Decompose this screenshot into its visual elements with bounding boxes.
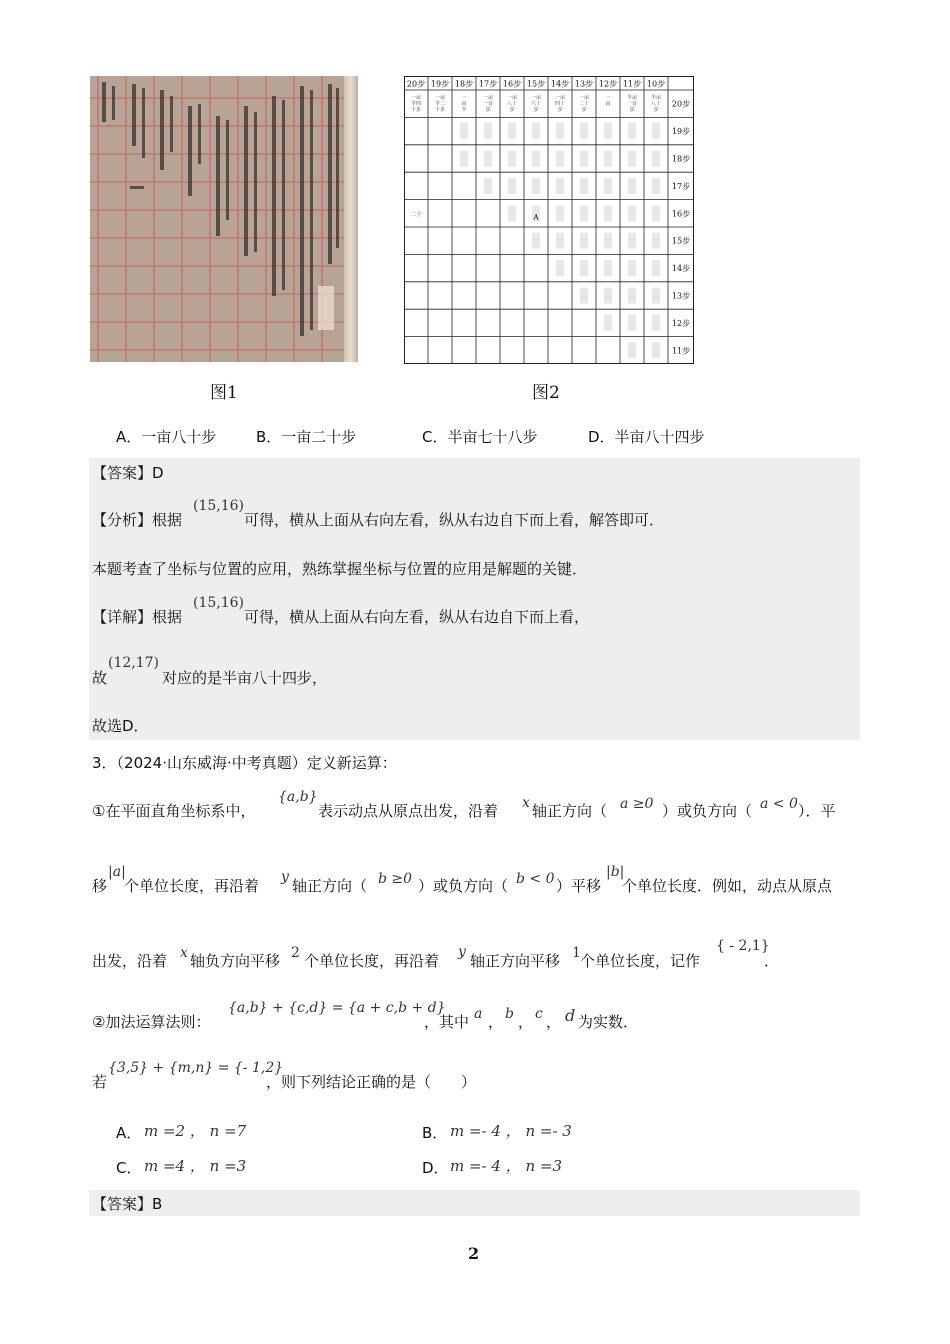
grid-col-header: 20步 xyxy=(406,79,426,89)
grid-cell-text xyxy=(628,260,636,276)
coord-15-16-detail: (15,16) xyxy=(193,595,245,611)
q3-l2-c: 轴正方向（ xyxy=(292,877,368,895)
q3-l3-f: ． xyxy=(764,952,780,970)
q3-l2-a: 移 xyxy=(92,877,108,895)
grid-row-header: 11步 xyxy=(671,346,691,356)
coord-15-16: (15,16) xyxy=(193,498,245,514)
grid-cell-text xyxy=(604,260,612,276)
q3-l3-c: 个单位长度，再沿着 xyxy=(304,952,440,970)
q3-a-lt: a < 0 xyxy=(760,796,798,812)
grid-cell-text xyxy=(508,178,516,194)
answer-block-q3 xyxy=(89,1190,860,1216)
grid-cell-text xyxy=(556,205,564,221)
q3-l3-a: 出发，沿着 xyxy=(92,952,168,970)
grid-cell-text xyxy=(604,151,612,167)
grid-cell-text xyxy=(484,151,492,167)
grid-cell-text xyxy=(628,233,636,249)
grid-cell-text xyxy=(556,151,564,167)
q3-option-a: m =2 ， n =7 xyxy=(144,1122,247,1140)
q3-l1-b: 表示动点从原点出发，沿着 xyxy=(318,802,499,820)
q3-rule-a: ②加法运算法则： xyxy=(92,1013,211,1031)
q3-b-lt: b < 0 xyxy=(516,871,555,887)
grid-cell-text xyxy=(532,151,540,167)
figure-2-grid xyxy=(404,76,694,364)
q3-var-c: c xyxy=(535,1006,543,1022)
grid-row-header: 16步 xyxy=(671,209,691,219)
grid-cell-text xyxy=(580,288,588,304)
grid-cell-text xyxy=(484,178,492,194)
q3-l1-e: ）．平 xyxy=(798,802,836,820)
grid-row-header: 17步 xyxy=(671,181,691,191)
q3-comma-3: ， xyxy=(546,1013,562,1031)
gu-suffix: 对应的是半亩八十四步， xyxy=(162,669,328,687)
grid-cell-text xyxy=(580,205,588,221)
grid-row-header: 13步 xyxy=(671,291,691,301)
grid-row-header: 19步 xyxy=(671,127,691,137)
q3-x-2: x xyxy=(180,945,188,961)
grid-cell-text xyxy=(604,123,612,139)
grid-cell-label: 一亩二十步 xyxy=(578,95,590,113)
grid-cell-text xyxy=(628,151,636,167)
q3-one: 1 xyxy=(572,945,581,961)
q3-var-a: a xyxy=(474,1006,483,1022)
q3-l2-e: ）平移 xyxy=(556,877,602,895)
option-b: B．一亩二十步 xyxy=(256,428,357,446)
grid-marker-a: A xyxy=(533,213,539,222)
q3-l1-d: ）或负方向（ xyxy=(662,802,753,820)
grid-cell-text xyxy=(604,315,612,331)
summary-text: 本题考查了坐标与位置的应用，熟练掌握坐标与位置的应用是解题的关键． xyxy=(92,560,588,578)
option-c: C．半亩七十八步 xyxy=(422,428,538,446)
q3-comma-2: ， xyxy=(518,1013,534,1031)
grid-cell-text xyxy=(604,233,612,249)
q3-l1-c: 轴正方向（ xyxy=(532,802,608,820)
grid-row-header: 20步 xyxy=(671,99,691,109)
grid-col-header: 17步 xyxy=(478,79,498,89)
grid-cell-label: 一亩半 xyxy=(461,95,467,113)
grid-cell-text xyxy=(628,342,636,358)
grid-col-header: 13步 xyxy=(574,79,594,89)
q3-answer: 【答案】B xyxy=(92,1195,163,1213)
q3-l2-f: 个单位长度．例如，动点从原点 xyxy=(622,877,833,895)
q3-l1-a: ①在平面直角坐标系中， xyxy=(92,802,256,820)
grid-cell-label: 半亩一百步 xyxy=(626,95,638,113)
grid-cell-text xyxy=(508,205,516,221)
q3-var-d: d xyxy=(565,1006,576,1025)
answer-label: 【答案】D xyxy=(92,464,164,482)
grid-cell-label: 一亩 xyxy=(605,95,611,107)
q3-option-b: m =- 4 ， n =- 3 xyxy=(450,1122,572,1140)
grid-cell-text xyxy=(460,151,468,167)
grid-cell-text xyxy=(604,288,612,304)
figure-2-caption: 图2 xyxy=(532,383,560,403)
detail-suffix: 可得，横从上面从右向左看，纵从右边自下而上看， xyxy=(244,608,590,626)
detail-prefix: 【详解】根据 xyxy=(92,608,183,626)
grid-row-header: 14步 xyxy=(671,264,691,274)
grid-cell-label: 一亩一百步 xyxy=(482,95,494,113)
grid-cell-text xyxy=(556,178,564,194)
grid-cell-text xyxy=(652,151,660,167)
q3-b-ge: b ≥0 xyxy=(378,871,413,887)
grid-row-header: 18步 xyxy=(671,154,691,164)
q3-if-expr: {3,5} + {m,n} = {- 1,2} xyxy=(108,1060,284,1076)
q3-abs-a: |a| xyxy=(108,864,126,880)
q3-if-a: 若 xyxy=(92,1073,108,1091)
q3-x: x xyxy=(522,795,530,811)
grid-cell-text xyxy=(652,233,660,249)
choose-text: 故选D． xyxy=(92,717,149,735)
q3-abs-b: |b| xyxy=(606,864,625,880)
q3-y-2: y xyxy=(458,944,466,960)
option-a: A．一亩八十步 xyxy=(116,428,217,446)
scroll-edge xyxy=(344,76,358,362)
q3-option-d: m =- 4 ， n =3 xyxy=(450,1157,563,1175)
q3-rule-c: 为实数． xyxy=(578,1013,639,1031)
grid-cell-text xyxy=(628,205,636,221)
grid-col-header: 12步 xyxy=(598,79,618,89)
grid-table-svg xyxy=(404,76,694,364)
grid-cell-text xyxy=(556,233,564,249)
ancient-grid-photo xyxy=(90,76,358,362)
grid-cell-text xyxy=(508,123,516,139)
q3-var-b: b xyxy=(505,1006,514,1022)
q3-rule-expr: {a,b} + {c,d} = {a + c,b + d} xyxy=(228,1000,446,1016)
q3-rule-b: ，其中 xyxy=(424,1013,470,1031)
grid-cell-text xyxy=(652,288,660,304)
q3-l3-e: 个单位长度，记作 xyxy=(580,952,701,970)
grid-cell-label: 半亩八十步 xyxy=(650,95,662,113)
q3-option-d-label: D． xyxy=(422,1159,449,1177)
grid-cell-text xyxy=(580,260,588,276)
grid-cell-text xyxy=(580,151,588,167)
grid-cell-text xyxy=(652,123,660,139)
grid-col-header: 19步 xyxy=(430,79,450,89)
grid-cell-text xyxy=(580,178,588,194)
grid-col-header: 10步 xyxy=(646,79,666,89)
grid-note: 二十 xyxy=(409,211,423,219)
page-number: 2 xyxy=(468,1244,480,1263)
grid-cell-text xyxy=(604,205,612,221)
figure-1-photo xyxy=(90,76,358,362)
grid-cell-label: 一亩六十步 xyxy=(530,95,542,113)
grid-col-header: 15步 xyxy=(526,79,546,89)
grid-cell-text xyxy=(556,260,564,276)
q3-option-b-label: B． xyxy=(422,1124,448,1142)
grid-cell-text xyxy=(628,178,636,194)
grid-row-header: 15步 xyxy=(671,236,691,246)
option-d: D．半亩八十四步 xyxy=(588,428,705,446)
grid-col-header: 18步 xyxy=(454,79,474,89)
q3-y: y xyxy=(281,869,289,885)
q3-two: 2 xyxy=(291,945,300,961)
grid-cell-text xyxy=(604,178,612,194)
grid-cell-label: 一亩半二十步 xyxy=(434,95,446,113)
grid-cell-text xyxy=(580,123,588,139)
grid-cell-text xyxy=(460,123,468,139)
grid-cell-text xyxy=(580,233,588,249)
grid-row-header: 12步 xyxy=(671,318,691,328)
q3-example: { - 2,1} xyxy=(716,938,770,954)
q3-comma-1: ， xyxy=(488,1013,504,1031)
figure-1-caption: 图1 xyxy=(210,383,238,403)
grid-cell-text xyxy=(628,315,636,331)
grid-col-header: 14步 xyxy=(550,79,570,89)
q3-header: 3．（2024·山东威海·中考真题）定义新运算： xyxy=(92,754,397,772)
grid-cell-text xyxy=(652,260,660,276)
grid-cell-label: 一亩四十步 xyxy=(554,95,566,113)
grid-cell-text xyxy=(484,123,492,139)
grid-cell-text xyxy=(628,288,636,304)
q3-a-ge: a ≥0 xyxy=(620,796,654,812)
q3-option-c-label: C． xyxy=(116,1159,142,1177)
grid-cell-text xyxy=(532,123,540,139)
grid-cell-text xyxy=(556,123,564,139)
q3-option-c: m =4 ， n =3 xyxy=(144,1157,247,1175)
gu-text: 故 xyxy=(92,669,108,687)
grid-col-header: 11步 xyxy=(622,79,642,89)
grid-cell-text xyxy=(652,342,660,358)
grid-cell-text xyxy=(628,123,636,139)
q3-l2-b: 个单位长度，再沿着 xyxy=(124,877,260,895)
q3-l2-d: ）或负方向（ xyxy=(418,877,509,895)
grid-cell-text xyxy=(508,151,516,167)
grid-cell-text xyxy=(652,315,660,331)
q3-ab: {a,b} xyxy=(278,789,318,805)
grid-cell-text xyxy=(652,205,660,221)
q3-option-a-label: A． xyxy=(116,1124,142,1142)
q3-l3-b: 轴负方向平移 xyxy=(190,952,281,970)
grid-cell-text xyxy=(532,178,540,194)
coord-12-17: (12,17) xyxy=(108,655,160,671)
grid-cell-text xyxy=(532,233,540,249)
grid-cell-text xyxy=(652,178,660,194)
analysis-prefix: 【分析】根据 xyxy=(92,511,183,529)
analysis-suffix: 可得，横从上面从右向左看，纵从右边自下而上看，解答即可． xyxy=(244,511,665,529)
q3-l3-d: 轴正方向平移 xyxy=(470,952,561,970)
grid-col-header: 16步 xyxy=(502,79,522,89)
q3-if-b: ，则下列结论正确的是（ ） xyxy=(266,1073,477,1091)
grid-cell-label: 一亩半四十步 xyxy=(410,95,422,113)
grid-cell-label: 一亩八十步 xyxy=(506,95,518,113)
